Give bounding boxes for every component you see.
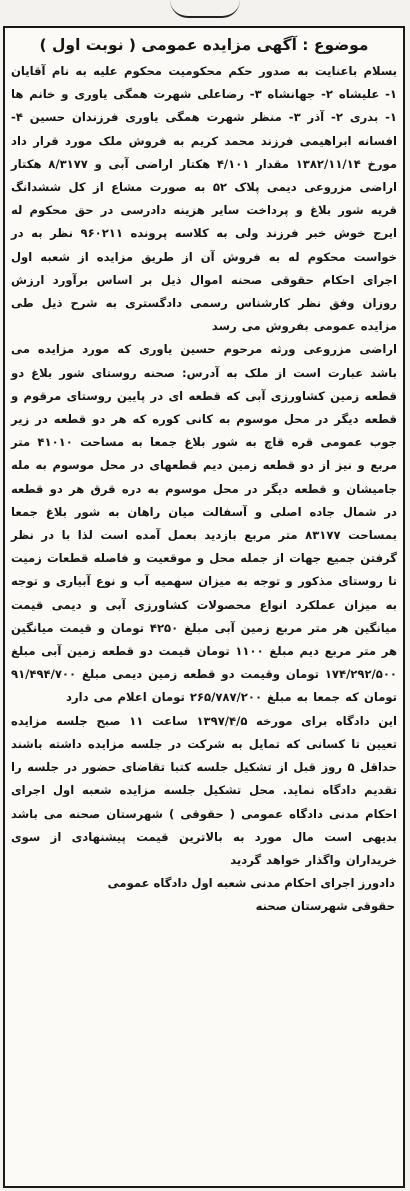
notice-paragraph-intro: بسلام باعنایت به صدور حکم محکومیت محکوم علیه به نام آقایان ۱- علیشاه ۲- جهانشاه ۳- رضاعلی شهرت همگی یاوری و خانم ها ۱- بدری ۲- آذر ۳- منظر شهرت همگی یاوری فرزندان حسین ۴- افسانه ابراهیمی فرزند محمد کریم به فروش ملک مورد قرار داد مورخ ۱۳۸۲/۱۱/۱۴ مقدار ۴/۱۰۱ هکتار اراضی آبی و ۸/۳۱۷۷ هکتار اراضی مزروعی دیمی پلاک ۵۲ به صورت مشاع از کل ششدانگ قریه شور بلاغ و پرداخت سایر هزینه دادرسی در حق محکوم له ایرج خوش خبر فرزند ولی به کلاسه پرونده ۹۶۰۲۱۱ نظر به در خواست محکوم له به فروش آن از طریق مزایده از شعبه اول اجرای احکام حقوقی صحنه اموال ذیل بر اساس برآورد ارزش روزان وفق نظر کارشناس رسمی دادگستری به شرح ذیل طی مزایده عمومی بفروش می رسد [11, 64, 397, 334]
notice-title: موضوع : آگهی مزایده عمومی ( نوبت اول ) [39, 36, 369, 54]
signature-line-1: دادورز اجرای احکام مدنی شعبه اول دادگاه عمومی [107, 876, 395, 891]
auction-notice [3, 26, 405, 1188]
notice-paragraph-session: این دادگاه برای مورخه ۱۳۹۷/۴/۵ ساعت ۱۱ صبح جلسه مزایده تعیین تا کسانی که تمایل به شرکت در جلسه مزایده داشته باشند حداقل ۵ روز قبل از تشکیل جلسه کتبا تقاضای حضور در جلسه را تقدیم دادگاه نماید. محل تشکیل جلسه مزایده شعبه اول اجرای احکام مدنی دادگاه عمومی ( حقوقی ) شهرستان صحنه می باشد بدیهی است مال مورد به بالاترین قیمت پیشنهادی از سوی خریداران واگذار خواهد گردید [11, 713, 397, 867]
clipping-edge-mark [170, 0, 240, 18]
signature-line-2: حقوقی شهرستان صحنه [255, 899, 395, 914]
notice-paragraph-property: اراضی مزروعی ورثه مرحوم حسین یاوری که مورد مزایده می باشد عبارت است از ملک به آدرس: صحنه روستای شور بلاغ دو قطعه زمین کشاورزی آبی که قطعه ای در پایین روستای مرقوم و قطعه دیگر در محل موسوم به کانی کوره که هر دو قطعه در زیر جوب عمومی قره قاچ به شور بلاغ جمعا به مساحت ۴۱۰۱۰ متر مربع و نیز از دو قطعه زمین دیم قطعهای در محل موسوم به مله جامیشان و قطعه دیگر در محل موسوم به دره قرق هر دو قطعه در شمال جاده اصلی و آسفالت میان راهان به شور بلاغ جمعا بمساحت ۸۳۱۷۷ متر مربع بازدید بعمل آمده است لذا با در نظر گرفتن جمیع جهات از جمله محل و موقعیت و فاصله قطعات زمیت تا روستای مذکور و توجه به میزان سهمیه آب و نوع آبیاری و توجه به میزان عملکرد انواع محصولات کشاورزی آبی و دیمی قیمت میانگین هر متر مربع زمین آبی مبلغ ۴۲۵۰ تومان و قیمت میانگین هر متر مربع دیم مبلغ ۱۱۰۰ تومان قیمت دو قطعه زمین آبی مبلغ ۱۷۴/۲۹۲/۵۰۰ تومان وقیمت دو قطعه زمین دیمی مبلغ ۹۱/۴۹۴/۷۰۰ تومان که جمعا به مبلغ ۲۶۵/۷۸۷/۲۰۰ تومان اعلام می دارد [11, 342, 397, 705]
